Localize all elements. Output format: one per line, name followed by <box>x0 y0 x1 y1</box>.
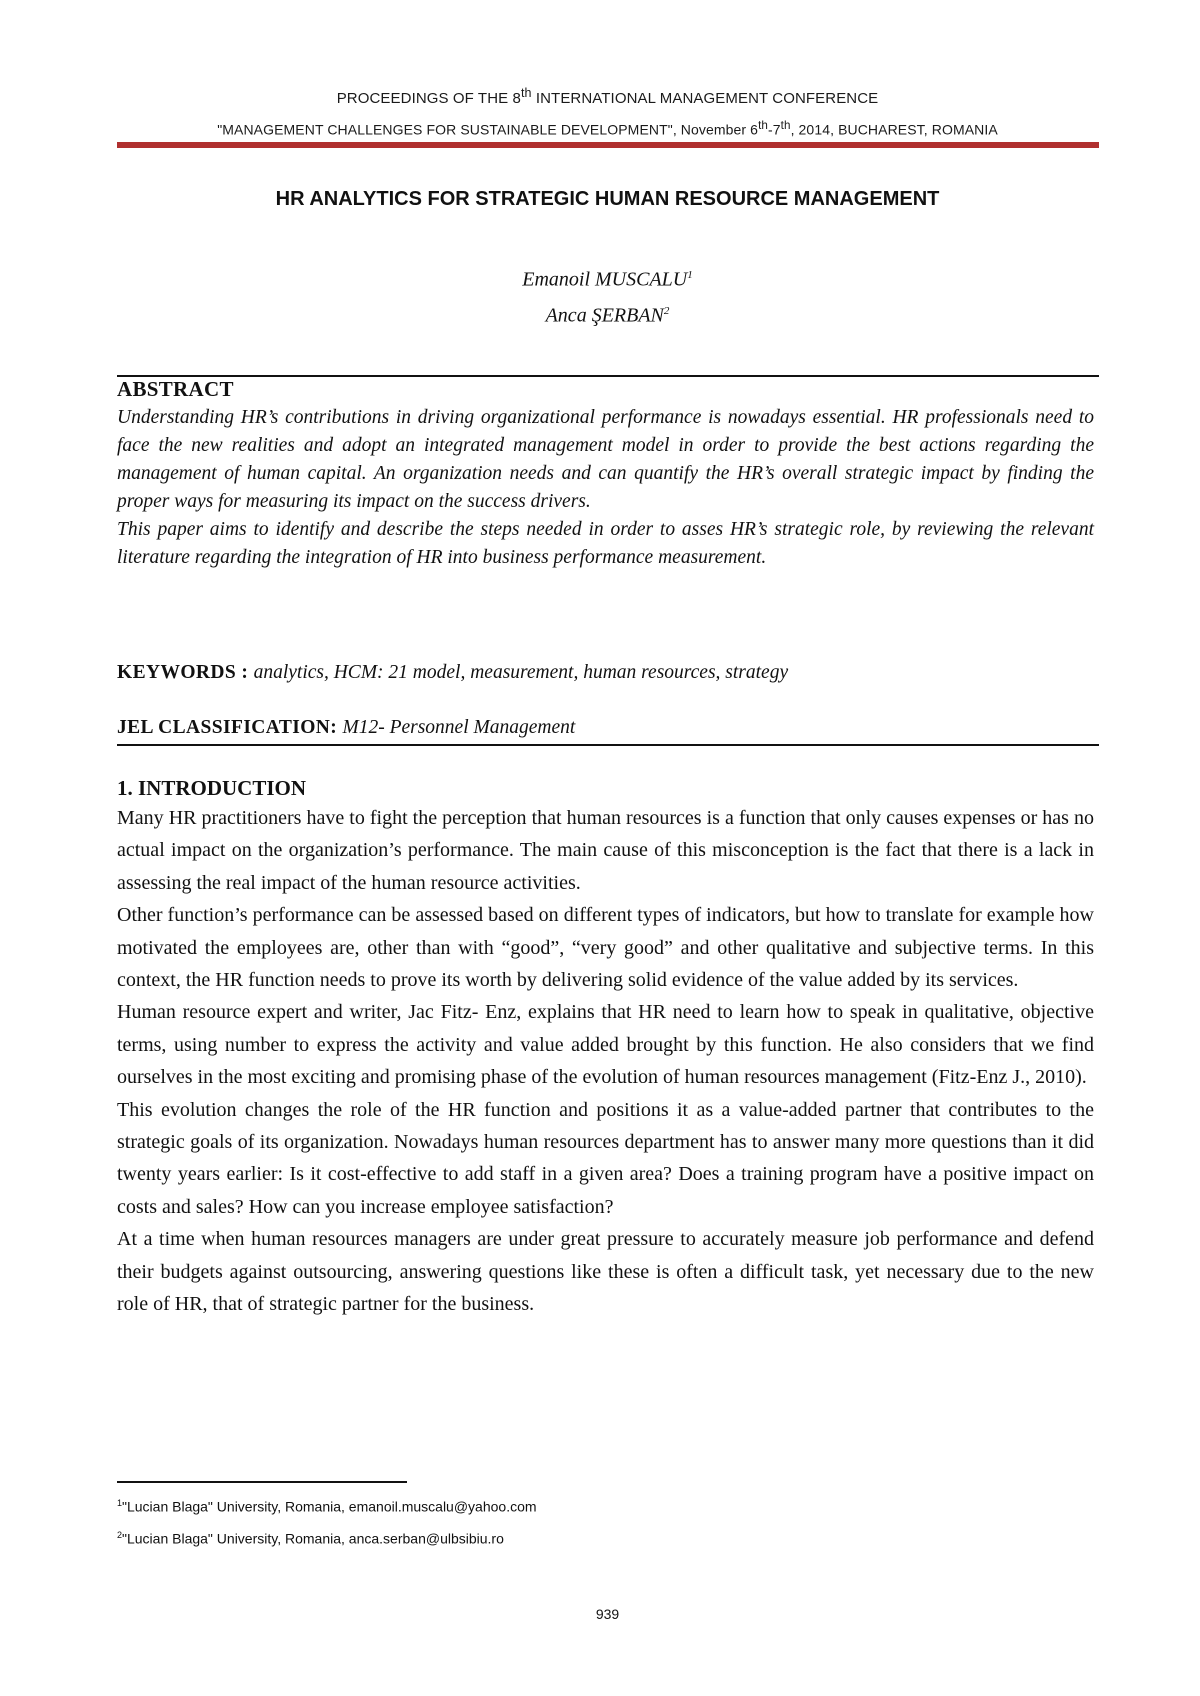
abstract-divider <box>117 375 1099 377</box>
footnote-text: "Lucian Blaga" University, Romania, anca.serban@ulbsibiu.ro <box>122 1530 504 1547</box>
jel-label: JEL CLASSIFICATION: <box>117 717 343 738</box>
header-text: PROCEEDINGS OF THE <box>336 90 513 107</box>
footnote-mark: 1 <box>687 269 693 281</box>
jel-value: M12- Personnel Management <box>342 717 576 738</box>
header-divider <box>117 142 1099 148</box>
abstract-heading: ABSTRACT <box>117 377 234 401</box>
body-paragraph: At a time when human resources managers are under great pressure to accurately measure job performance and defend their budgets against outsourcing, answering questions like these is often a difficult task, yet necessary due to the new role of HR, that of strategic partner for the business. <box>117 1228 1094 1316</box>
subheader-sup: th <box>780 119 791 132</box>
section-heading: 1. INTRODUCTION <box>117 776 307 800</box>
subheader-text: -7 <box>767 121 781 138</box>
author-name: Emanoil MUSCALU <box>522 268 688 291</box>
author-name: Anca ŞERBAN <box>545 304 664 327</box>
body-paragraph: Many HR practitioners have to fight the perception that human resources is a function that only causes expenses or has no actual impact on the organization’s performance. The main cause of this misconception is the fact that there is a lack in assessing the real impact of the human resource activities. <box>117 807 1094 894</box>
page-number: 939 <box>595 1606 620 1622</box>
footnote-mark: 2 <box>117 1529 123 1540</box>
subheader-text: , 2014, BUCHAREST, ROMANIA <box>790 121 998 138</box>
footnotes <box>117 1489 917 1552</box>
header-ordinal: 8 <box>512 90 521 107</box>
keywords-label: KEYWORDS : <box>117 662 254 683</box>
body-paragraph: Human resource expert and writer, Jac Fitz- Enz, explains that HR need to learn how to speak in qualitative, objective terms, using number to express the activity and value added brought by this function. He also considers that we find ourselves in the most exciting and promising phase of the evolution of human resources management (Fitz-Enz J., 2010). <box>117 1001 1094 1089</box>
footnote <box>117 1521 917 1553</box>
paper-title: HR ANALYTICS FOR STRATEGIC HUMAN RESOURCE MANAGEMENT <box>275 188 940 210</box>
abstract-paragraph: Understanding HR’s contributions in driving organizational performance is nowadays essential. HR professionals need to face the new realities and adopt an integrated management model in order to provide the best actions regarding the management of human capital. An organization needs and can quantify the HR’s overall strategic impact by finding the proper ways for measuring its impact on the success drivers. <box>117 407 1094 512</box>
footnote <box>117 1489 917 1521</box>
keywords-value: analytics, HCM: 21 model, measurement, human resources, strategy <box>253 662 789 683</box>
jel-classification <box>117 714 1094 742</box>
conference-subheader <box>117 119 1098 138</box>
footnote-divider <box>117 1481 407 1483</box>
author <box>117 296 1098 332</box>
author-list <box>117 260 1098 331</box>
header-sup: th <box>520 86 532 100</box>
abstract-text <box>117 404 1094 572</box>
footnote-mark: 1 <box>117 1498 123 1508</box>
subheader-text: "MANAGEMENT CHALLENGES FOR SUSTAINABLE DEVELOPMENT", November 6 <box>217 121 759 138</box>
subheader-sup: th <box>758 119 768 132</box>
introduction-body <box>117 802 1094 1321</box>
header-text: INTERNATIONAL MANAGEMENT CONFERENCE <box>531 90 879 107</box>
body-paragraph: Other function’s performance can be assessed based on different types of indicators, but how to translate for example how motivated the employees are, other than with “good”, “very good” and other qualitative and subjective terms. In this context, the HR function needs to prove its worth by delivering solid evidence of the value added by its services. <box>117 904 1094 992</box>
jel-divider <box>117 744 1099 746</box>
author <box>117 260 1098 296</box>
body-paragraph: This evolution changes the role of the HR function and positions it as a value-added partner that contributes to the strategic goals of its organization. Nowadays human resources department has to answer many more questions than it did twenty years earlier: Is it cost-effective to add staff in a given area? Does a training program have a positive impact on costs and sales? How can you increase employee satisfaction? <box>117 1098 1094 1218</box>
conference-header <box>117 86 1098 107</box>
abstract-paragraph: This paper aims to identify and describe the steps needed in order to asses HR’s strategic role, by reviewing the relevant literature regarding the integration of HR into business performance measurement. <box>117 519 1094 568</box>
footnote-text: "Lucian Blaga" University, Romania, emanoil.muscalu@yahoo.com <box>122 1498 537 1515</box>
keywords <box>117 659 1094 687</box>
footnote-mark: 2 <box>663 304 670 317</box>
